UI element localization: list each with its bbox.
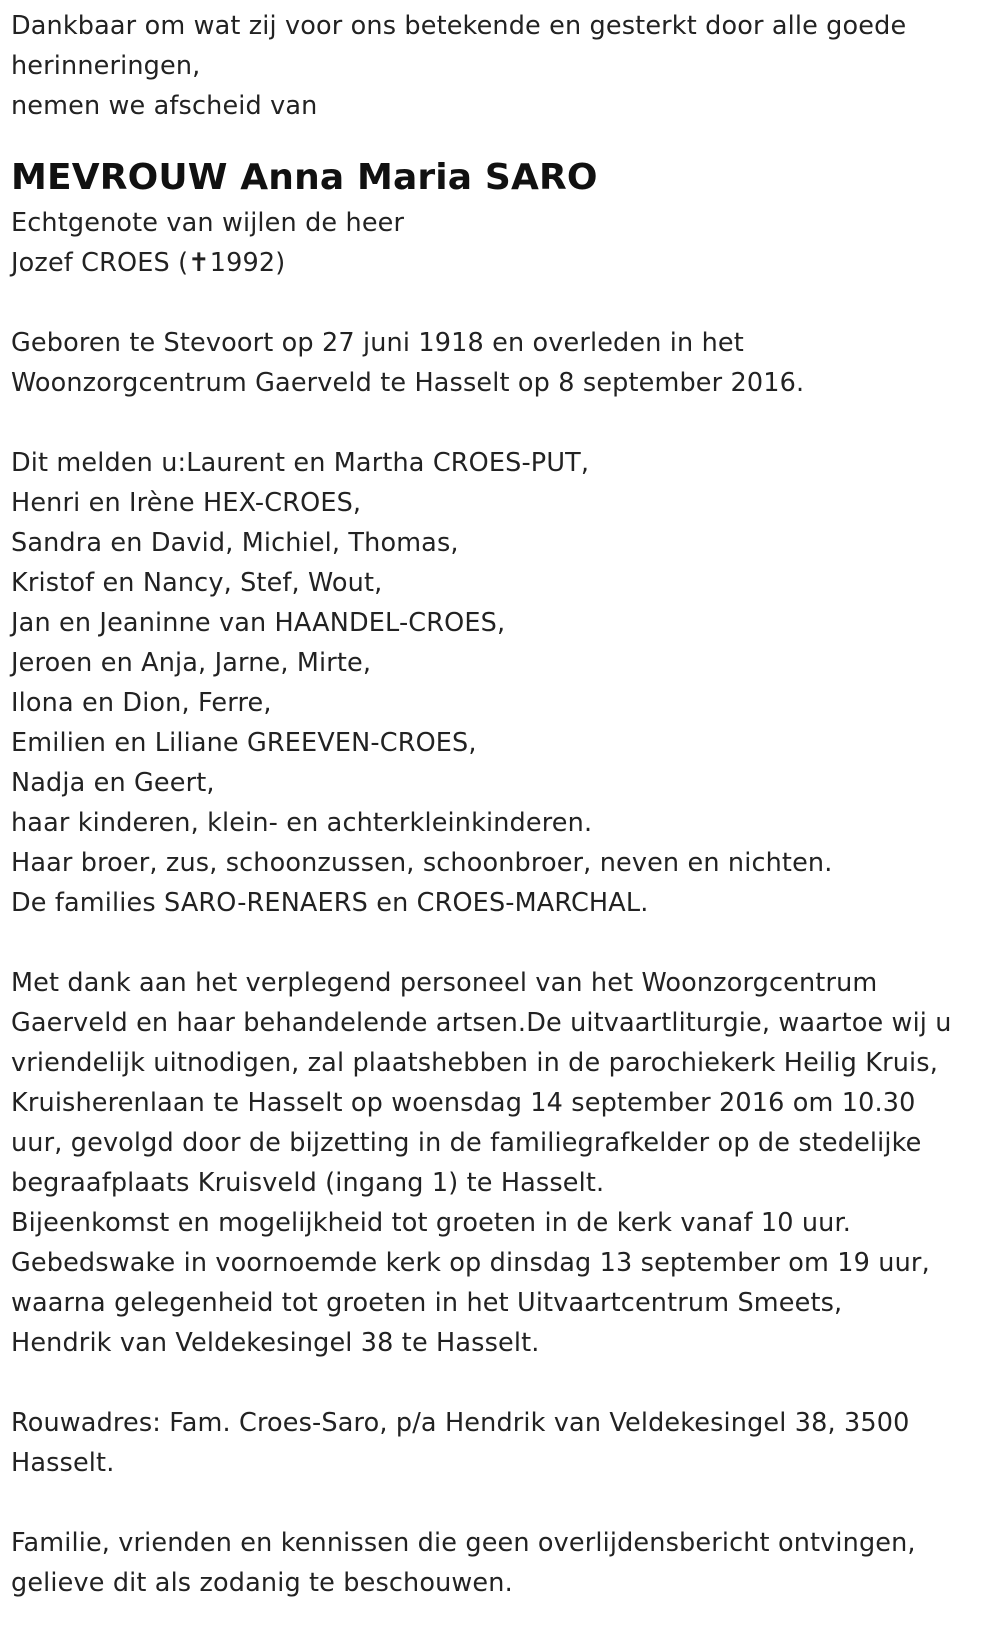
spouse-name: Jozef CROES ( — [11, 248, 189, 278]
family-line: Jan en Jeaninne van HAANDEL-CROES, — [11, 608, 506, 638]
paragraph-gap — [11, 283, 986, 323]
family-line: Ilona en Dion, Ferre, — [11, 688, 272, 718]
family-section — [11, 443, 986, 923]
address-line: Hasselt. — [11, 1448, 115, 1478]
birth-death-line: Geboren te Stevoort op 27 juni 1918 en overleden in het — [11, 328, 744, 358]
cross-icon: ✝ — [188, 248, 210, 278]
obituary-notice — [11, 6, 986, 1603]
family-line: Kristof en Nancy, Stef, Wout, — [11, 568, 383, 598]
intro-section — [11, 6, 986, 126]
family-line: Haar broer, zus, schoonzussen, schoonbroer, neven en nichten. — [11, 848, 833, 878]
spouse-death-year: 1992) — [209, 248, 286, 278]
family-line: Emilien en Liliane GREEVEN-CROES, — [11, 728, 477, 758]
family-line: Sandra en David, Michiel, Thomas, — [11, 528, 459, 558]
intro-line: Dankbaar om wat zij voor ons betekende en gesterkt door alle goede — [11, 11, 907, 41]
ceremony-line: Gaerveld en haar behandelende artsen.De uitvaartliturgie, waartoe wij u — [11, 1008, 952, 1038]
ceremony-line: Gebedswake in voornoemde kerk op dinsdag 13 september om 19 uur, — [11, 1248, 930, 1278]
paragraph-gap — [11, 1483, 986, 1523]
spouse-line — [11, 243, 986, 283]
closing-line: Familie, vrienden en kennissen die geen overlijdensbericht ontvingen, — [11, 1528, 916, 1558]
address-line: Rouwadres: Fam. Croes-Saro, p/a Hendrik van Veldekesingel 38, 3500 — [11, 1408, 910, 1438]
ceremony-line: uur, gevolgd door de bijzetting in de familiegrafkelder op de stedelijke — [11, 1128, 922, 1158]
ceremony-line: Bijeenkomst en mogelijkheid tot groeten in de kerk vanaf 10 uur. — [11, 1208, 852, 1238]
family-line: Jeroen en Anja, Jarne, Mirte, — [11, 648, 372, 678]
ceremony-line: Met dank aan het verplegend personeel van het Woonzorgcentrum — [11, 968, 878, 998]
birth-death-line: Woonzorgcentrum Gaerveld te Hasselt op 8 september 2016. — [11, 368, 805, 398]
closing-section — [11, 1523, 986, 1603]
address-section — [11, 1403, 986, 1483]
paragraph-gap — [11, 403, 986, 443]
spouse-line: Echtgenote van wijlen de heer — [11, 208, 405, 238]
ceremony-line: Hendrik van Veldekesingel 38 te Hasselt. — [11, 1328, 540, 1358]
family-line: Dit melden u:Laurent en Martha CROES-PUT, — [11, 448, 590, 478]
ceremony-section — [11, 963, 986, 1363]
ceremony-line: waarna gelegenheid tot groeten in het Uitvaartcentrum Smeets, — [11, 1288, 843, 1318]
deceased-name: MEVROUW Anna Maria SARO — [11, 157, 598, 198]
ceremony-line: begraafplaats Kruisveld (ingang 1) te Hasselt. — [11, 1168, 605, 1198]
ceremony-line: vriendelijk uitnodigen, zal plaatshebben in de parochiekerk Heilig Kruis, — [11, 1048, 938, 1078]
family-line: haar kinderen, klein- en achterkleinkinderen. — [11, 808, 593, 838]
ceremony-line: Kruisherenlaan te Hasselt op woensdag 14 september 2016 om 10.30 — [11, 1088, 916, 1118]
family-line: Henri en Irène HEX-CROES, — [11, 488, 362, 518]
family-line: Nadja en Geert, — [11, 768, 215, 798]
paragraph-gap — [11, 923, 986, 963]
birth-death-section — [11, 323, 986, 403]
spouse-section — [11, 203, 986, 283]
paragraph-gap — [11, 1363, 986, 1403]
closing-line: gelieve dit als zodanig te beschouwen. — [11, 1568, 513, 1598]
family-line: De families SARO-RENAERS en CROES-MARCHAL. — [11, 888, 649, 918]
intro-line: herinneringen, — [11, 51, 201, 81]
intro-line: nemen we afscheid van — [11, 91, 318, 121]
